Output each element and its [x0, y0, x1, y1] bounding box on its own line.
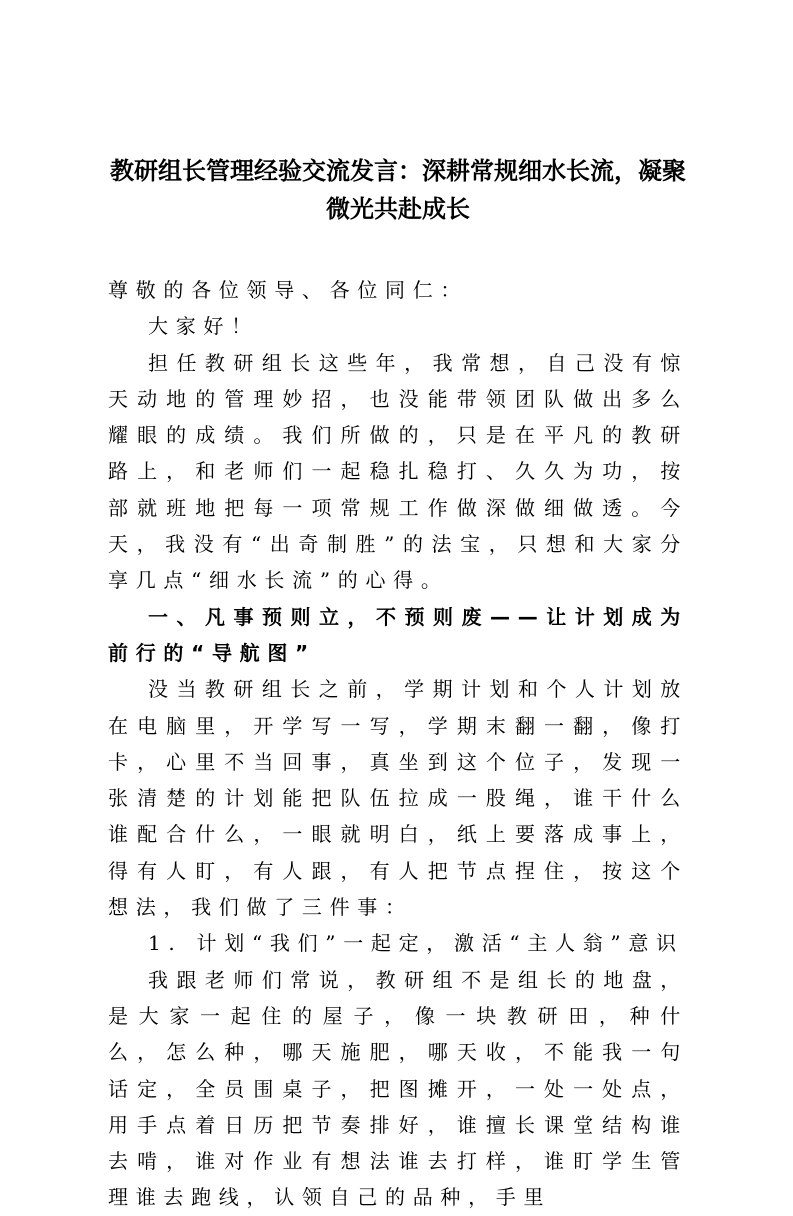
paragraph-section-1: 没当教研组长之前，学期计划和个人计划放在电脑里，开学写一写，学期末翻一翻，像打卡，心里不当回事，真坐到这个位子，发现一张清楚的计划能把队伍拉成一股绳，谁干什么谁配合什么，一眼就明白，纸上要落成事上，得有人盯，有人跟，有人把节点捏住，按这个想法，我们做了三件事： [108, 677, 688, 920]
section-heading-1: 一、凡事预则立，不预则废——让计划成为前行的“导航图” [108, 604, 688, 665]
paragraph-subsection-1-1: 我跟老师们常说，教研组不是组长的地盘，是大家一起住的屋子，像一块教研田，种什么，怎么种，哪天施肥，哪天收，不能我一句话定，全员围桌子，把图摊开，一处一处点，用手点着日历把节奏排好，谁擅长课堂结构谁去啃，谁对作业有想法谁去打样，谁盯学生管理谁去跑线，认领自己的品种，手里 [108, 967, 688, 1210]
document-page [108, 152, 688, 1216]
document-title: 教研组长管理经验交流发言：深耕常规细水长流，凝聚微光共赴成长 [110, 157, 686, 223]
document-body [108, 272, 688, 1216]
greeting: 大家好！ [148, 314, 259, 339]
salutation: 尊敬的各位领导、各位同仁： [108, 278, 469, 302]
subheading-1-1: 1. 计划“我们”一起定，激活“主人翁”意识 [148, 931, 684, 956]
paragraph-intro: 担任教研组长这些年，我常想，自己没有惊天动地的管理妙招，也没能带领团队做出多么耀眼的成绩。我们所做的，只是在平凡的教研路上，和老师们一起稳扎稳打、久久为功，按部就班地把每一项常规工作做深做细做透。今天，我没有“出奇制胜”的法宝，只想和大家分享几点“细水长流”的心得。 [108, 350, 688, 593]
